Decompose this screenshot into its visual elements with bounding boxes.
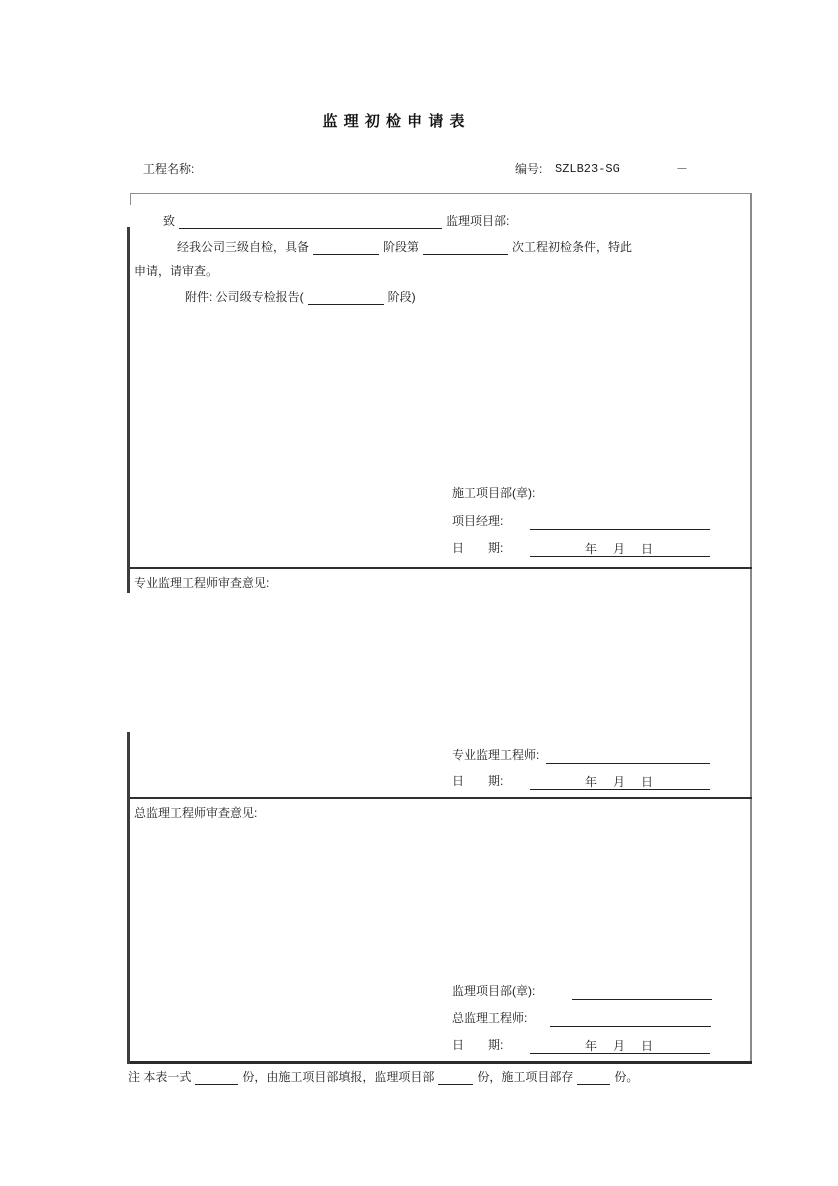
specialist-review-heading: 专业监理工程师审查意见: [134, 576, 270, 590]
form-border-left-lower [127, 732, 130, 1064]
section-divider-1 [130, 567, 752, 569]
attachment-stage-blank[interactable] [308, 290, 384, 305]
body-line-2: 申请，请审查。 [134, 264, 219, 278]
form-number-label: 编号: [515, 162, 543, 176]
attachment-suffix-label: 阶段) [387, 290, 416, 304]
section-divider-2 [130, 797, 752, 799]
date-label-1: 日 期: [452, 541, 504, 555]
supervision-dept-line[interactable] [572, 985, 712, 1000]
footnote-part-4: 份。 [614, 1070, 639, 1084]
self-check-text: 经我公司三级自检，具备 [177, 240, 310, 254]
form-number-value: SZLB23-SG [555, 162, 620, 176]
project-manager-signature-line[interactable] [530, 515, 710, 530]
date-label-3: 日 期: [452, 1038, 504, 1052]
date-line-2[interactable]: 年 月 日 [530, 775, 710, 790]
form-title: 监 理 初 检 申 请 表 [322, 113, 466, 130]
form-border-top [130, 193, 752, 194]
specialist-engineer-signature-line[interactable] [546, 749, 710, 764]
condition-text: 次工程初检条件，特此 [512, 240, 633, 254]
footnote-part-3: 份，施工项目部存 [477, 1070, 574, 1084]
footnote-part-2: 份，由施工项目部填报，监理项目部 [242, 1070, 435, 1084]
form-border-right [750, 193, 752, 1064]
attachment-line [185, 290, 416, 305]
supervision-dept-seal-label: 监理项目部(章): [452, 984, 536, 998]
stage-blank[interactable] [313, 240, 379, 255]
attachment-prefix-label: 附件: 公司级专检报告( [185, 290, 304, 304]
chief-review-heading: 总监理工程师审查意见: [134, 806, 258, 820]
project-name-label: 工程名称: [143, 162, 195, 176]
form-border-corner [130, 193, 131, 205]
date-line-3[interactable]: 年 月 日 [530, 1039, 710, 1054]
date-label-2: 日 期: [452, 774, 504, 788]
date-line-1[interactable]: 年 月 日 [530, 542, 710, 557]
body-line-1 [177, 240, 632, 255]
copies-construction-blank[interactable] [577, 1070, 610, 1085]
to-prefix-label: 致 [163, 214, 176, 228]
to-line [163, 214, 509, 229]
to-suffix-label: 监理项目部: [446, 214, 510, 228]
chief-engineer-signature-line[interactable] [550, 1012, 711, 1027]
form-number-dash: － [676, 162, 689, 176]
times-blank[interactable] [423, 240, 508, 255]
footnote [128, 1070, 638, 1085]
chief-engineer-label: 总监理工程师: [452, 1011, 528, 1025]
copies-supervision-blank[interactable] [438, 1070, 473, 1085]
project-manager-label: 项目经理: [452, 514, 504, 528]
specialist-engineer-label: 专业监理工程师: [452, 748, 540, 762]
recipient-blank[interactable] [179, 214, 442, 229]
stage-number-text: 阶段第 [383, 240, 420, 254]
copies-total-blank[interactable] [195, 1070, 238, 1085]
construction-dept-seal-label: 施工项目部(章): [452, 486, 536, 500]
form-border-left-upper [127, 227, 130, 593]
footnote-part-1: 注 本表一式 [128, 1070, 192, 1084]
form-border-bottom [128, 1061, 752, 1064]
